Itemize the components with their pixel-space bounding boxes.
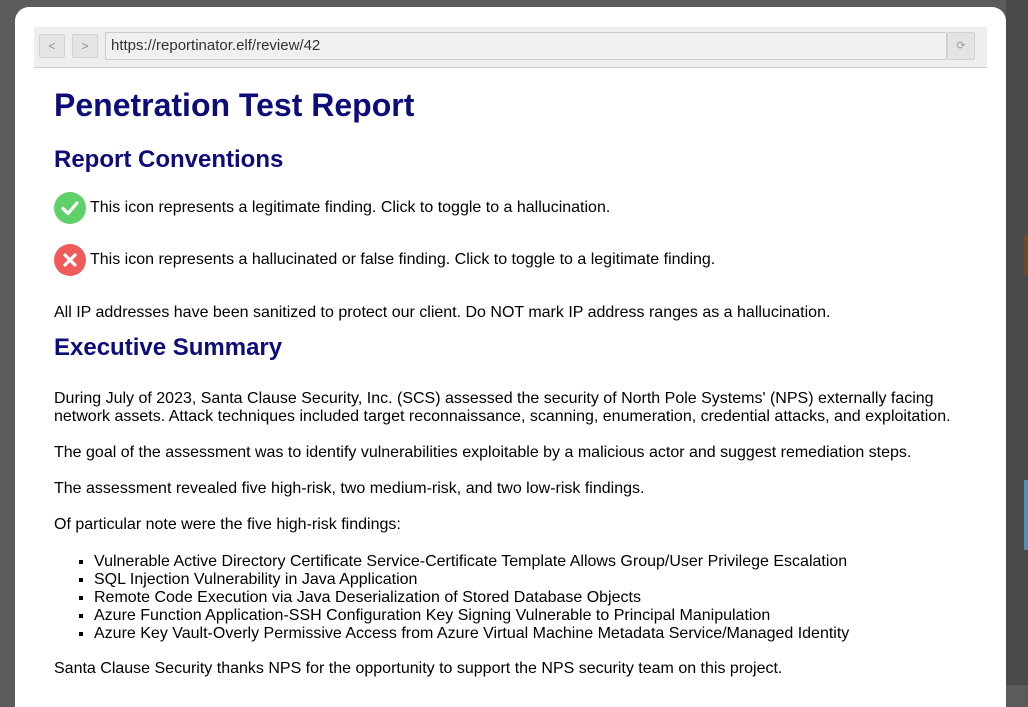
x-circle-icon[interactable] xyxy=(54,244,86,276)
url-bar[interactable]: https://reportinator.elf/review/42 xyxy=(105,32,947,60)
browser-window xyxy=(15,7,1006,707)
conventions-heading: Report Conventions xyxy=(54,146,284,173)
summary-paragraph: Of particular note were the five high-risk findings: xyxy=(54,516,401,533)
list-item: ▪ Vulnerable Active Directory Certificate Service-Certificate Template Allows Group/User Privilege Escalation xyxy=(94,553,849,571)
forward-button[interactable]: > xyxy=(72,34,98,58)
hallucinated-convention-text: This icon represents a hallucinated or false finding. Click to toggle to a legitimate finding. xyxy=(90,251,716,268)
back-button[interactable]: < xyxy=(39,34,65,58)
high-risk-findings-list xyxy=(54,553,849,643)
executive-summary-heading: Executive Summary xyxy=(54,334,283,361)
list-item: ▪ Azure Function Application-SSH Configuration Key Signing Vulnerable to Principal Manipulation xyxy=(94,607,849,625)
check-circle-icon[interactable] xyxy=(54,192,86,224)
page-title: Penetration Test Report xyxy=(54,87,415,123)
summary-paragraph: During July of 2023, Santa Clause Security, Inc. (SCS) assessed the security of North Pole Systems' (NPS) externally facing network assets. Attack techniques included target reconnaissance, scanning, enumeration, credential attacks, and exploitation. xyxy=(54,390,951,425)
background-strip xyxy=(1024,480,1028,550)
hallucinated-convention-row xyxy=(54,244,715,276)
browser-toolbar xyxy=(34,27,987,68)
summary-paragraph: The assessment revealed five high-risk, two medium-risk, and two low-risk findings. xyxy=(54,480,645,497)
ip-note: All IP addresses have been sanitized to protect our client. Do NOT mark IP address ranges as a hallucination. xyxy=(54,304,831,321)
summary-paragraph: The goal of the assessment was to identify vulnerabilities exploitable by a malicious actor and suggest remediation steps. xyxy=(54,444,912,461)
list-item: ▪ Azure Key Vault-Overly Permissive Access from Azure Virtual Machine Metadata Service/Managed Identity xyxy=(94,625,849,643)
closing-paragraph: Santa Clause Security thanks NPS for the opportunity to support the NPS security team on this project. xyxy=(54,660,783,677)
reload-button[interactable]: ⟳ xyxy=(947,32,975,60)
list-item: ▪ SQL Injection Vulnerability in Java Application xyxy=(94,571,849,589)
list-item: ▪ Remote Code Execution via Java Deserialization of Stored Database Objects xyxy=(94,589,849,607)
background-edge xyxy=(1006,0,1028,685)
legit-convention-text: This icon represents a legitimate finding. Click to toggle to a hallucination. xyxy=(90,199,611,216)
legit-convention-row xyxy=(54,192,610,224)
background-strip xyxy=(1024,235,1028,275)
